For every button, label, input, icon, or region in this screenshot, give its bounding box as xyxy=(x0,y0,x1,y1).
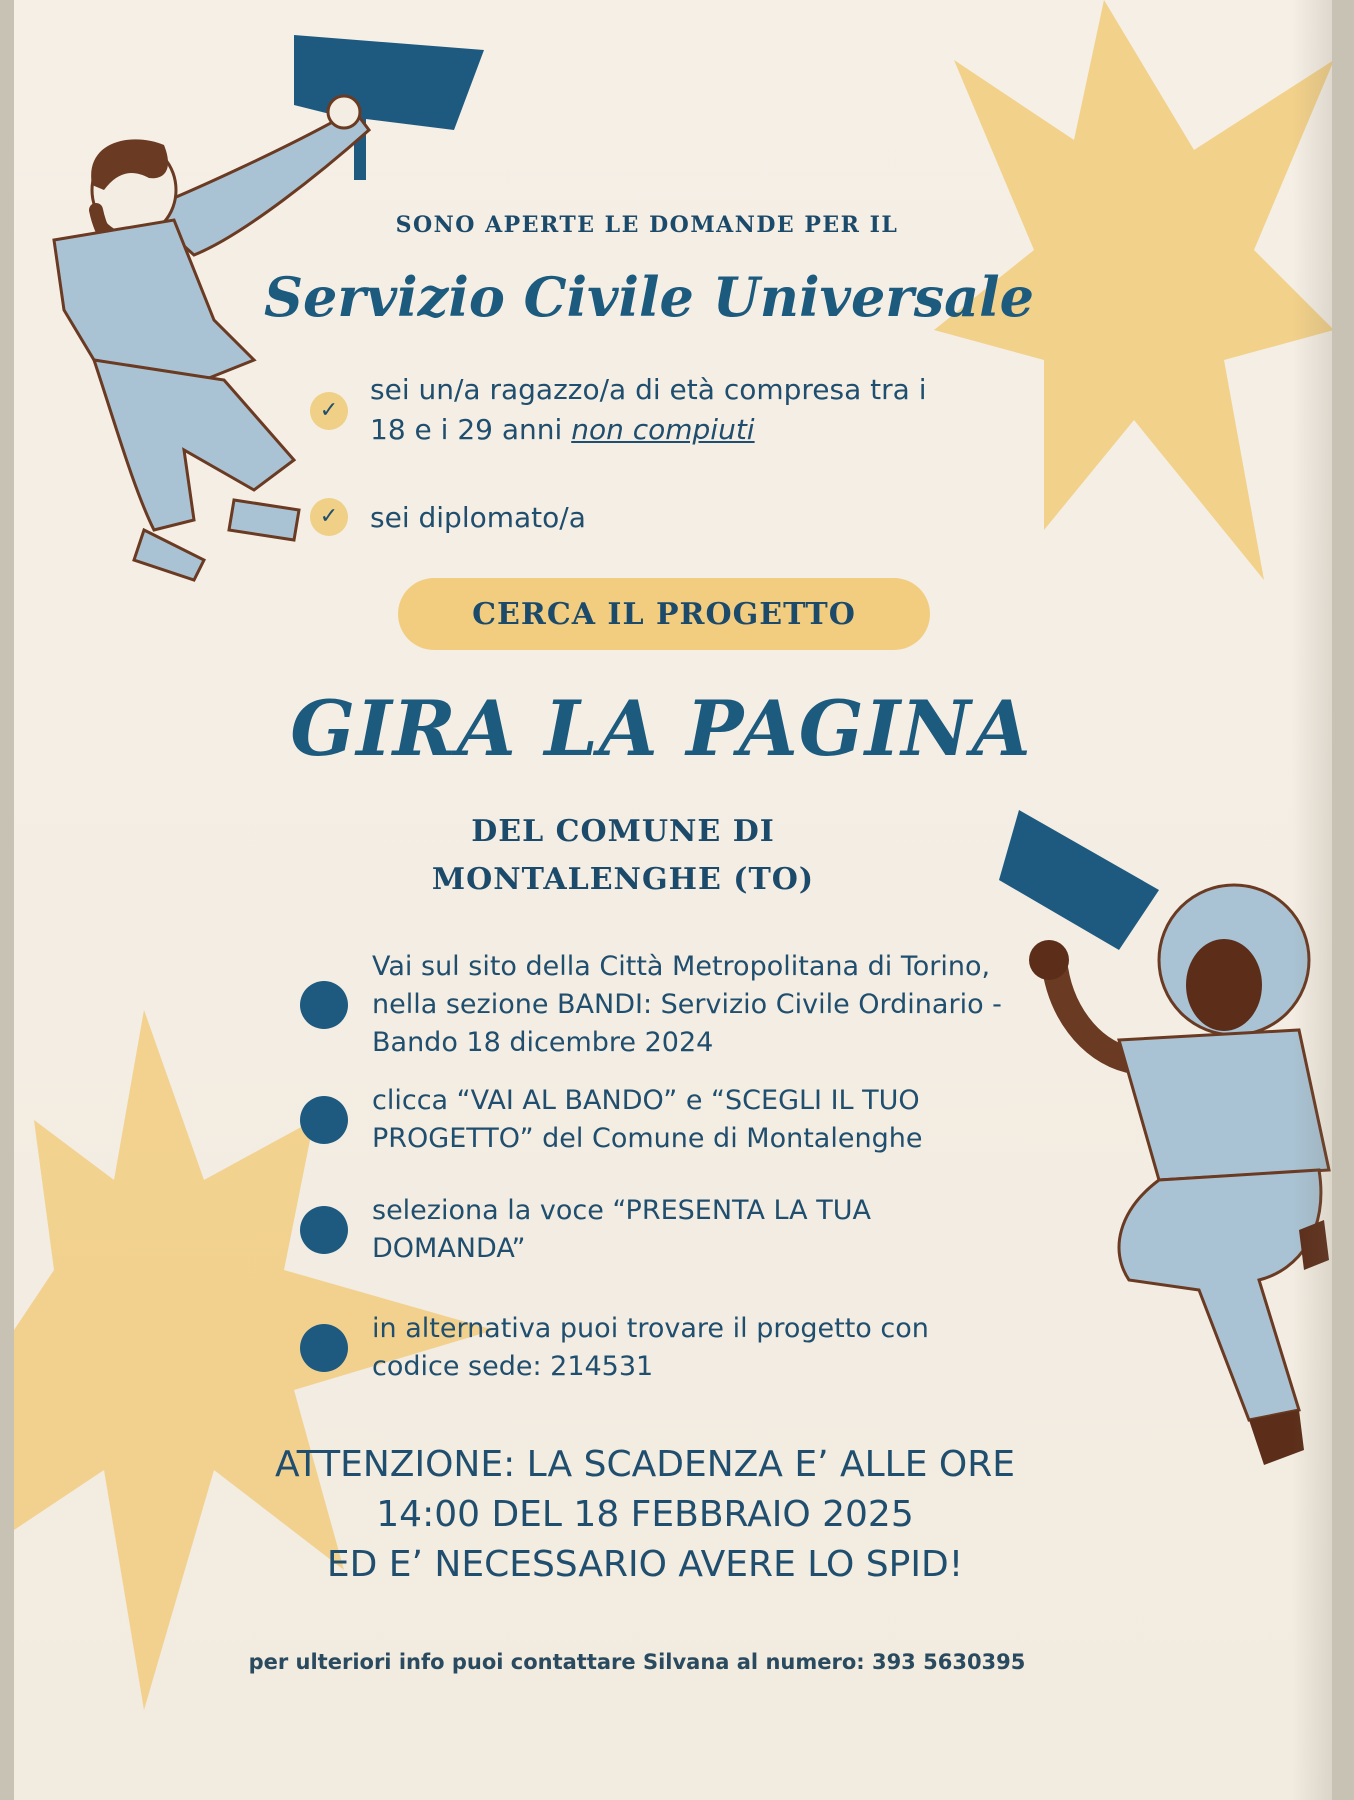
woman-megaphone-illustration xyxy=(999,810,1332,1490)
step-text xyxy=(372,1192,871,1268)
step-line: DOMANDA” xyxy=(372,1233,526,1264)
step-line: Bando 18 dicembre 2024 xyxy=(372,1027,714,1058)
step-line: nella sezione BANDI: Servizio Civile Ordinario - xyxy=(372,989,1002,1020)
warning-line: ATTENZIONE: LA SCADENZA E’ ALLE ORE xyxy=(274,1444,1016,1485)
step-text xyxy=(372,948,1002,1062)
bullet-dot-icon xyxy=(300,1324,348,1372)
step-item xyxy=(300,1082,1040,1158)
step-item xyxy=(300,1192,1020,1268)
requirement-text xyxy=(370,370,927,450)
requirement-prefix: 18 e i 29 anni xyxy=(370,413,572,446)
municipality-line: DEL COMUNE DI xyxy=(471,814,775,849)
bullet-dot-icon xyxy=(300,1206,348,1254)
requirement-line: sei un/a ragazzo/a di età compresa tra i xyxy=(370,373,927,406)
requirement-item xyxy=(310,370,1070,450)
step-text xyxy=(372,1082,922,1158)
flyer-title: Servizio Civile Universale xyxy=(263,265,1035,329)
requirement-line xyxy=(370,410,927,450)
warning-line: 14:00 DEL 18 FEBBRAIO 2025 xyxy=(376,1494,914,1535)
step-item xyxy=(300,1310,1040,1386)
municipality-line: MONTALENGHE (TO) xyxy=(431,862,815,897)
project-name: GIRA LA PAGINA xyxy=(290,684,1032,773)
bullet-dot-icon xyxy=(300,1096,348,1144)
step-line: in alternativa puoi trovare il progetto con xyxy=(372,1313,929,1344)
check-icon: ✓ xyxy=(310,498,348,536)
contact-info: per ulteriori info puoi contattare Silvana al numero: 393 5630395 xyxy=(248,1650,1026,1674)
bullet-dot-icon xyxy=(300,981,348,1029)
deadline-warning xyxy=(0,1440,1322,1590)
warning-line: ED E’ NECESSARIO AVERE LO SPID! xyxy=(326,1544,964,1585)
step-line: Vai sul sito della Città Metropolitana di Torino, xyxy=(372,951,991,982)
check-icon: ✓ xyxy=(310,392,348,430)
requirement-emphasis: non compiuti xyxy=(571,413,755,446)
requirement-item xyxy=(310,498,586,538)
step-line: clicca “VAI AL BANDO” e “SCEGLI IL TUO xyxy=(372,1085,920,1116)
step-line: codice sede: 214531 xyxy=(372,1351,654,1382)
step-line: seleziona la voce “PRESENTA LA TUA xyxy=(372,1195,871,1226)
search-project-badge: CERCA IL PROGETTO xyxy=(398,578,930,650)
step-item xyxy=(300,948,1060,1062)
municipality xyxy=(0,808,1300,904)
step-text xyxy=(372,1310,929,1386)
requirement-text: sei diplomato/a xyxy=(370,501,586,534)
step-line: PROGETTO” del Comune di Montalenghe xyxy=(372,1123,923,1154)
flyer-kicker: SONO APERTE LE DOMANDE PER IL xyxy=(395,212,899,238)
megaphone-icon xyxy=(294,35,484,130)
